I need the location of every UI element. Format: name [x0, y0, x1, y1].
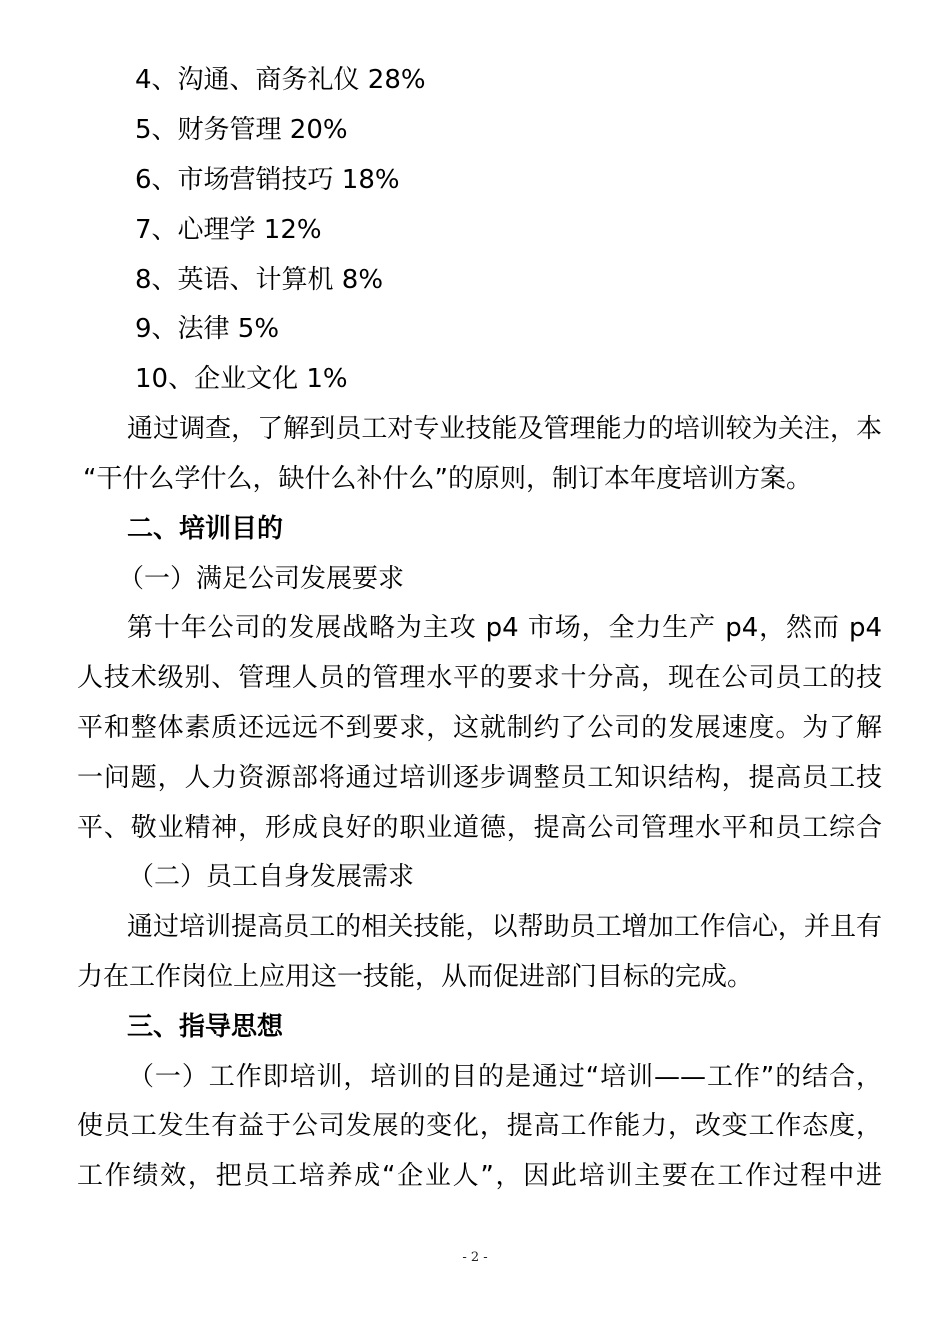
paragraph-line: 第十年公司的发展战略为主攻 p4 市场，全力生产 p4，然而 p4: [127, 613, 882, 643]
summary-line: “干什么学什么，缺什么补什么”的原则，制订本年度培训方案。: [83, 464, 812, 494]
paragraph-line: 平、敬业精神，形成良好的职业道德，提高公司管理水平和员工综合: [77, 813, 882, 843]
list-item: 6、市场营销技巧 18%: [135, 165, 400, 195]
list-item: 8、英语、计算机 8%: [135, 265, 384, 295]
list-item: 4、沟通、商务礼仪 28%: [135, 65, 426, 95]
paragraph-line: 人技术级别、管理人员的管理水平的要求十分高，现在公司员工的技: [77, 663, 882, 693]
list-item: 9、法律 5%: [135, 314, 280, 344]
summary-line: 通过调查，了解到员工对专业技能及管理能力的培训较为关注，本: [127, 414, 882, 444]
paragraph-line: 通过培训提高员工的相关技能，以帮助员工增加工作信心，并且有: [127, 912, 882, 942]
paragraph-line: 平和整体素质还远远不到要求，这就制约了公司的发展速度。为了解: [77, 713, 882, 743]
subsection-title: （二）员工自身发展需求: [128, 862, 415, 892]
list-item: 10、企业文化 1%: [135, 364, 348, 394]
section-heading: 三、指导思想: [127, 1012, 284, 1042]
paragraph-line: 一问题，人力资源部将通过培训逐步调整员工知识结构，提高员工技: [77, 763, 882, 793]
section-heading: 二、培训目的: [127, 514, 284, 544]
page-number: - 2 -: [462, 1250, 488, 1265]
list-item: 5、财务管理 20%: [135, 115, 348, 145]
paragraph-line: 工作绩效，把员工培养成“企业人”，因此培训主要在工作过程中进: [77, 1161, 882, 1191]
list-item: 7、心理学 12%: [135, 215, 322, 245]
paragraph-line: 力在工作岗位上应用这一技能，从而促进部门目标的完成。: [77, 962, 754, 992]
paragraph-line: （一）工作即培训，培训的目的是通过“培训——工作”的结合，: [128, 1062, 882, 1092]
paragraph-line: 使员工发生有益于公司发展的变化，提高工作能力，改变工作态度，: [77, 1111, 882, 1141]
subsection-title: （一）满足公司发展要求: [118, 564, 405, 594]
